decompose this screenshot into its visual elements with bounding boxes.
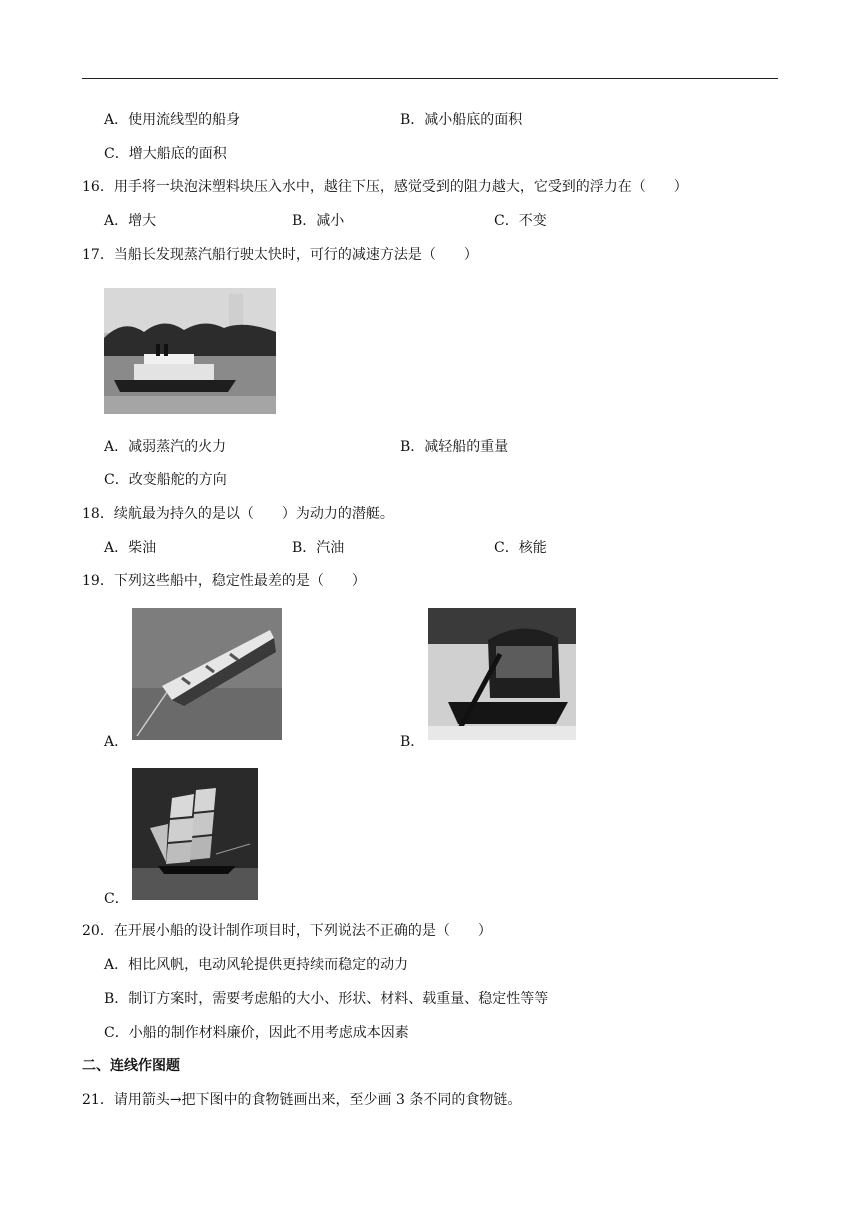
header-rule (82, 78, 778, 79)
q15-option-c: C．增大船底的面积 (104, 146, 227, 162)
steamboat-photo (104, 288, 276, 414)
q16-stem: 16．用手将一块泡沫塑料块压入水中，越往下压，感觉受到的阻力越大，它受到的浮力在（ ） (82, 179, 688, 195)
q17-stem: 17．当船长发现蒸汽船行驶太快时，可行的减速方法是（ ） (82, 247, 478, 263)
q18-option-b: B．汽油 (292, 540, 345, 556)
q20-option-c: C．小船的制作材料廉价，因此不用考虑成本因素 (104, 1025, 409, 1041)
q17-option-c: C．改变船舵的方向 (104, 472, 227, 488)
q19-option-c: C． (104, 891, 129, 907)
q18-option-c: C．核能 (494, 540, 547, 556)
q16-option-a: A．增大 (104, 213, 157, 229)
q19-option-b: B． (400, 734, 425, 750)
q17-option-a: A．减弱蒸汽的火力 (104, 439, 227, 455)
q20-stem: 20．在开展小船的设计制作项目时，下列说法不正确的是（ ） (82, 923, 492, 939)
q15-option-a: A．使用流线型的船身 (104, 112, 241, 128)
rowboat-photo (132, 608, 282, 740)
q18-stem: 18．续航最为持久的是以（ ）为动力的潜艇。 (82, 506, 394, 522)
section-title: 二、连线作图题 (82, 1058, 180, 1074)
q17-option-b: B．减轻船的重量 (400, 439, 509, 455)
q18-option-a: A．柴油 (104, 540, 157, 556)
q16-option-c: C．不变 (494, 213, 547, 229)
gondola-photo (428, 608, 576, 740)
sailing-ship-photo (132, 768, 258, 900)
q21-stem: 21．请用箭头→把下图中的食物链画出来，至少画 3 条不同的食物链。 (82, 1092, 522, 1108)
q16-option-b: B．减小 (292, 213, 345, 229)
q19-stem: 19．下列这些船中，稳定性最差的是（ ） (82, 573, 366, 589)
q20-option-b: B．制订方案时，需要考虑船的大小、形状、材料、载重量、稳定性等等 (104, 991, 549, 1007)
q20-option-a: A．相比风帆，电动风轮提供更持续而稳定的动力 (104, 957, 409, 973)
q19-option-a: A． (104, 734, 129, 750)
q15-option-b: B．减小船底的面积 (400, 112, 523, 128)
